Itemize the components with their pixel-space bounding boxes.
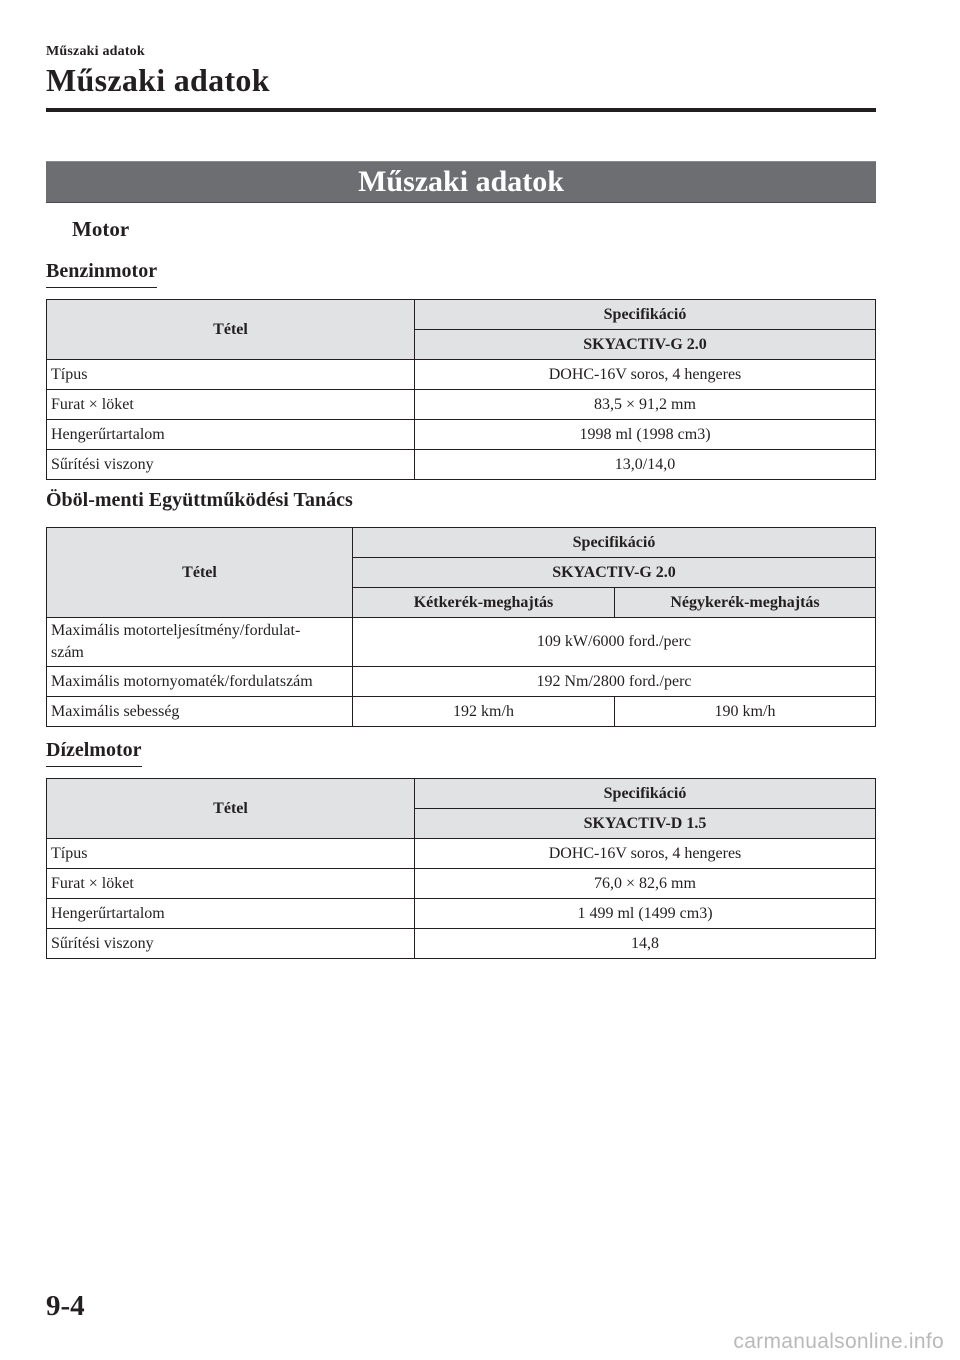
- column-header-item: Tétel: [47, 779, 415, 839]
- row-value-2wd: 192 km/h: [353, 697, 615, 727]
- engine-model-header: SKYACTIV-G 2.0: [415, 330, 876, 360]
- row-value: 192 Nm/2800 ford./perc: [353, 667, 876, 697]
- gcc-heading: Öböl-menti Együttműködési Tanács: [46, 489, 353, 511]
- drive-2wd-header: Kétkerék-meghajtás: [353, 588, 615, 618]
- table-header-row: [47, 300, 876, 330]
- table-header-row: [47, 528, 876, 558]
- table-row: [47, 697, 876, 727]
- gcc-spec-table: [46, 527, 876, 727]
- watermark-text: carmanualsonline.info: [733, 1330, 944, 1353]
- petrol-heading: Benzinmotor: [46, 260, 157, 288]
- row-label: Típus: [47, 360, 415, 390]
- chapter-rule: [46, 108, 876, 112]
- section-banner: Műszaki adatok: [46, 161, 876, 203]
- table-row: [47, 618, 876, 667]
- column-header-item: Tétel: [47, 300, 415, 360]
- row-label: Furat × löket: [47, 390, 415, 420]
- section-title-motor: Motor: [72, 217, 130, 241]
- table-row: [47, 839, 876, 869]
- row-label: Maximális sebesség: [47, 697, 353, 727]
- row-value: 76,0 × 82,6 mm: [415, 869, 876, 899]
- table-row: [47, 899, 876, 929]
- table-row: [47, 929, 876, 959]
- chapter-title: Műszaki adatok: [46, 62, 270, 98]
- row-value: 14,8: [415, 929, 876, 959]
- row-label: Sűrítési viszony: [47, 450, 415, 480]
- column-header-spec: Specifikáció: [415, 779, 876, 809]
- diesel-heading: Dízelmotor: [46, 739, 142, 767]
- engine-model-header: SKYACTIV-D 1.5: [415, 809, 876, 839]
- table-header-row: [47, 779, 876, 809]
- column-header-spec: Specifikáció: [415, 300, 876, 330]
- row-label-line-1: Maximális motorteljesítmény/fordulat-: [51, 622, 301, 639]
- row-value: 83,5 × 91,2 mm: [415, 390, 876, 420]
- row-value: 13,0/14,0: [415, 450, 876, 480]
- table-row: [47, 360, 876, 390]
- diesel-spec-table: [46, 778, 876, 959]
- table-row: [47, 420, 876, 450]
- row-value: DOHC-16V soros, 4 hengeres: [415, 360, 876, 390]
- row-label: Sűrítési viszony: [47, 929, 415, 959]
- engine-model-header: SKYACTIV-G 2.0: [353, 558, 876, 588]
- drive-4wd-header: Négykerék-meghajtás: [615, 588, 876, 618]
- row-value: 1998 ml (1998 cm3): [415, 420, 876, 450]
- table-row: [47, 450, 876, 480]
- row-value: 109 kW/6000 ford./perc: [353, 618, 876, 667]
- row-label: [47, 618, 353, 667]
- row-label: Maximális motornyomaték/fordulatszám: [47, 667, 353, 697]
- table-row: [47, 869, 876, 899]
- page-number: 9-4: [46, 1290, 85, 1322]
- row-value: 1 499 ml (1499 cm3): [415, 899, 876, 929]
- row-label-line-2: szám: [51, 644, 84, 661]
- column-header-item: Tétel: [47, 528, 353, 618]
- table-row: [47, 667, 876, 697]
- row-label: Típus: [47, 839, 415, 869]
- row-label: Hengerűrtartalom: [47, 420, 415, 450]
- row-label: Furat × löket: [47, 869, 415, 899]
- row-label: Hengerűrtartalom: [47, 899, 415, 929]
- row-value: DOHC-16V soros, 4 hengeres: [415, 839, 876, 869]
- row-value-4wd: 190 km/h: [615, 697, 876, 727]
- petrol-spec-table: [46, 299, 876, 480]
- column-header-spec: Specifikáció: [353, 528, 876, 558]
- table-row: [47, 390, 876, 420]
- running-head: Műszaki adatok: [46, 44, 145, 59]
